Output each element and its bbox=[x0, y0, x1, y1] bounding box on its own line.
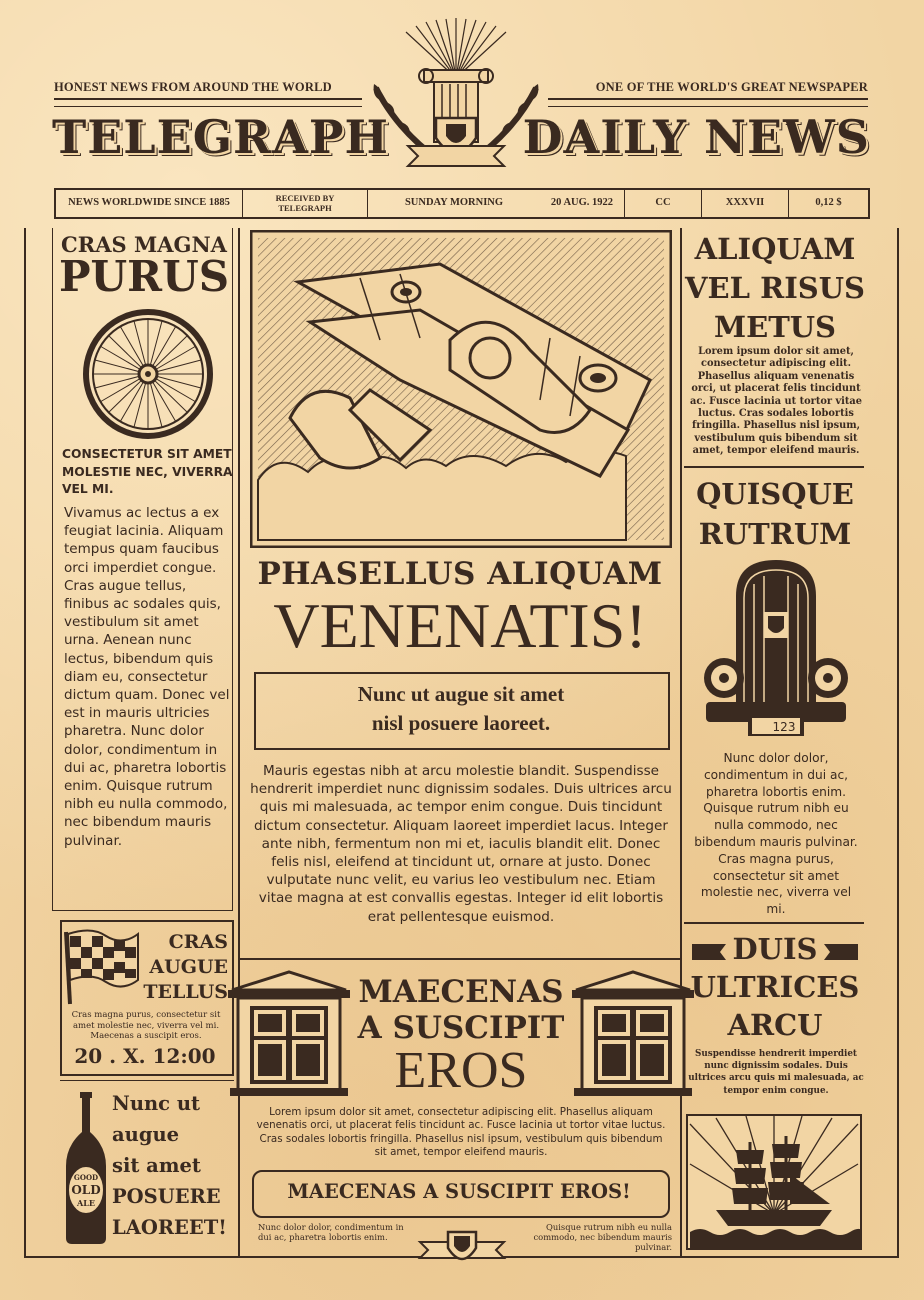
race-body: Cras magna purus, consectetur sit amet molestie nec, viverra vel mi. Maecenas a suscipit eros. bbox=[71, 1010, 221, 1041]
license-plate: 123 bbox=[772, 720, 796, 734]
ale-headline: Nunc ut augue sit amet POSUERE LAOREET! bbox=[112, 1092, 227, 1239]
story2-body: Lorem ipsum dolor sit amet, consectetur adipiscing elit. Phasellus aliquam venenatis orci, ut placerat felis tincidunt ac. Fusce lacinia ut tortor vitae luctus. Cras sodales lobortis fringilla. Phasellus nisl ipsum, vestibulum quis bibendum sit amet, tempor eleifend mauris. bbox=[256, 1106, 666, 1159]
sailing-ship-icon bbox=[686, 1114, 862, 1250]
story2-headline: MAECENAS A SUSCIPIT bbox=[357, 974, 565, 1046]
main-headline-1: PHASELLUS ALIQUAM bbox=[257, 556, 663, 592]
right-heading-1: ALIQUAM VEL RISUS METUS bbox=[685, 232, 865, 344]
main-headline-2: VENENATIS! bbox=[273, 590, 647, 661]
left-body: Vivamus ac lectus a ex feugiat lacinia. Aliquam tempus quam faucibus orci imperdiet congue. Cras augue tellus, finibus ac sodales quis, vestibulum sit amet urna. Aenean nunc lectus, bibendum quis diam eu, consectetur dictum quam. Donec vel est in mauris ultricies pharetra. Nunc dolor dolor, condimentum in dui ac, pharetra lobortis enim. Quisque rutrum nibh eu nulla commodo, nec bibendum mauris pulvinar. bbox=[64, 505, 230, 849]
masthead-left: TELEGRAPH bbox=[52, 110, 389, 164]
vintage-car-icon bbox=[700, 556, 852, 742]
banner-text: MAECENAS A SUSCIPIT EROS! bbox=[287, 1180, 631, 1203]
received-label: RECEIVED BY TELEGRAPH bbox=[275, 193, 335, 213]
right-tagline: ONE OF THE WORLD'S GREAT NEWSPAPER bbox=[595, 80, 868, 94]
biplane-illustration bbox=[250, 230, 672, 548]
foot-right: Quisque rutrum nibh eu nulla commodo, nec bibendum mauris pulvinar. bbox=[533, 1222, 672, 1252]
ale-label-2: OLD bbox=[71, 1183, 101, 1197]
left-heading-2: PURUS bbox=[58, 252, 230, 301]
left-heading-1: CRAS MAGNA bbox=[61, 232, 227, 257]
ribbon-right-icon bbox=[820, 938, 860, 968]
cc-label: CC bbox=[655, 197, 671, 208]
story2-headline-large: EROS bbox=[394, 1042, 528, 1099]
race-time: 20 . X. 12:00 bbox=[74, 1044, 216, 1068]
right-body-3: Suspendisse hendrerit imperdiet nunc dignissim sodales. Duis ultrices arcu quis mi malesuada, ac tempor enim congue. bbox=[688, 1049, 864, 1096]
race-title: CRAS AUGUE TELLUS bbox=[143, 931, 228, 1003]
right-body-1: Lorem ipsum dolor sit amet, consectetur adipiscing elit. Phasellus aliquam venenatis orci, ut placerat felis tincidunt ac. Fusce lacinia ut tortor vitae luctus. Cras sodales lobortis fringilla. Phasellus nisl ipsum, vestibulum quis bibendum sit amet, tempor eleifend mauris. bbox=[690, 346, 862, 457]
checkered-flag-icon bbox=[62, 928, 142, 1008]
ale-label-1: GOOD bbox=[73, 1173, 99, 1182]
window-left-icon bbox=[226, 968, 352, 1100]
car-heading: QUISQUE RUTRUM bbox=[696, 477, 854, 551]
day-label: SUNDAY MORNING bbox=[404, 197, 504, 208]
window-right-icon bbox=[570, 968, 696, 1100]
date-label: 20 AUG. 1922 bbox=[550, 197, 614, 208]
column-crest-icon bbox=[356, 18, 556, 188]
right-body-2: Nunc dolor dolor, condimentum in dui ac, pharetra lobortis enim. Quisque rutrum nibh eu nulla commodo, nec bibendum mauris pulvinar. Cras magna purus, consectetur sit amet molestie nec, viverra vel mi. bbox=[694, 751, 858, 917]
ale-bottle-icon bbox=[62, 1090, 110, 1246]
foot-left: Nunc dolor dolor, condimentum in dui ac, pharetra lobortis enim. bbox=[258, 1222, 404, 1242]
bottom-shield-icon bbox=[416, 1226, 508, 1272]
left-tagline: HONEST NEWS FROM AROUND THE WORLD bbox=[54, 80, 332, 94]
bicycle-wheel-icon bbox=[82, 308, 214, 440]
issue-label: XXXVII bbox=[725, 197, 765, 208]
left-subhead: CONSECTETUR SIT AMET MOLESTIE NEC, VIVERRA VEL MI. bbox=[62, 447, 233, 496]
ship-heading: DUIS ULTRICES ARCU bbox=[690, 932, 860, 1042]
deck-text: Nunc ut augue sit amet nisl posuere laoreet. bbox=[357, 682, 565, 735]
since-label: NEWS WORLDWIDE SINCE 1885 bbox=[68, 197, 230, 208]
ale-label-3: ALE bbox=[77, 1198, 95, 1208]
ribbon-left-icon bbox=[690, 938, 730, 968]
masthead-right: DAILY NEWS bbox=[522, 110, 870, 164]
main-body: Mauris egestas nibh at arcu molestie blandit. Suspendisse hendrerit imperdiet nunc dignissim sodales. Duis ultrices arcu quis mi malesuada, ac tempor enim congue. Duis tincidunt dictum consectetur. Aliquam laoreet imperdiet lacus. Integer ante nibh, fermentum non mi et, iaculis blandit elit. Donec felis nisl, eleifend at tincidunt ut, ornare at justo. Donec vulputate nunc velit, eu varius leo vestibulum nec. Etiam vitae magna at est convallis egestas. Integer id elit lobortis erat pellentesque euismod. bbox=[250, 763, 672, 925]
price-label: 0,12 $ bbox=[815, 197, 842, 208]
